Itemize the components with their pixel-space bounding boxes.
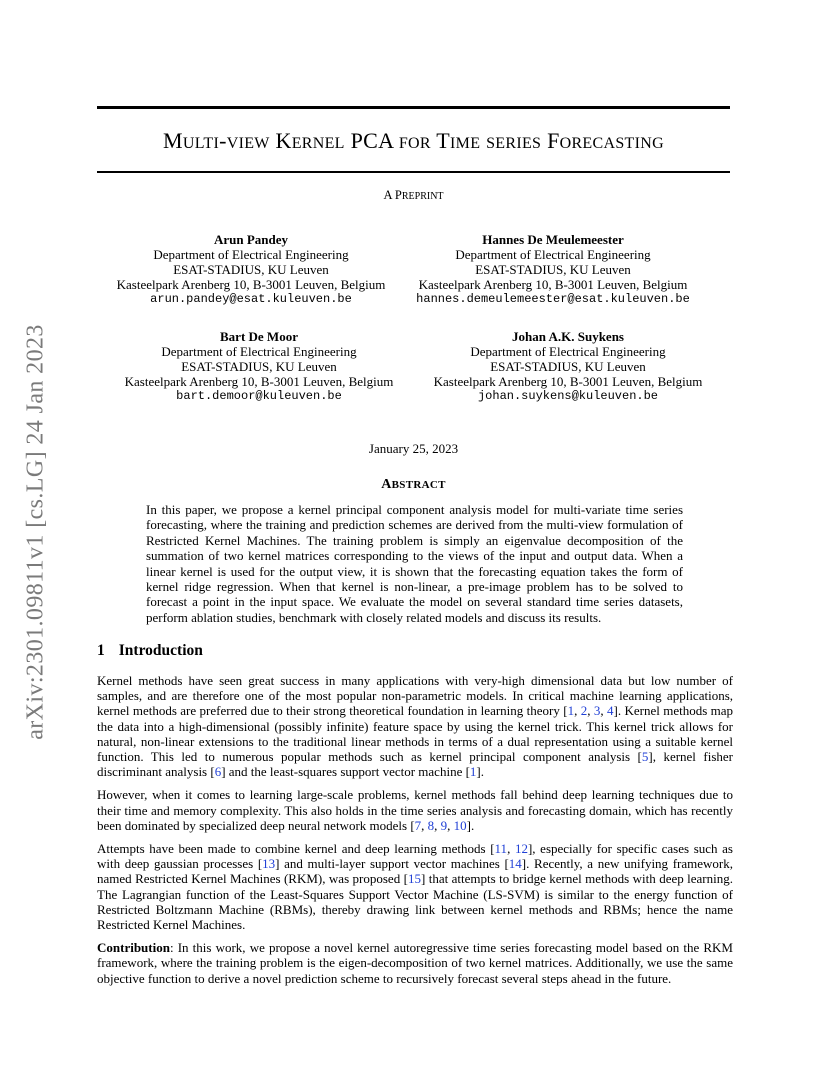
title-bottom-rule bbox=[97, 171, 730, 173]
citation-link[interactable]: 1 bbox=[567, 703, 575, 719]
section-heading bbox=[97, 642, 203, 660]
abstract-heading: ABSTRACT bbox=[381, 477, 446, 492]
section-number: 1 bbox=[97, 642, 105, 659]
author-name: Johan A.K. Suykens bbox=[511, 329, 624, 344]
citation-link[interactable]: 15 bbox=[407, 871, 421, 887]
citation-link[interactable]: 2 bbox=[580, 703, 588, 719]
citation-link[interactable]: 11 bbox=[494, 841, 508, 857]
author-name: Arun Pandey bbox=[213, 232, 289, 247]
preprint-label: A PREPRINT bbox=[383, 188, 444, 202]
citation-link[interactable]: 5 bbox=[641, 749, 649, 765]
author-department: Department of Electrical Engineering bbox=[161, 344, 357, 359]
citation-link[interactable]: 8 bbox=[427, 817, 435, 833]
author-organization: ESAT-STADIUS, KU Leuven bbox=[490, 359, 646, 374]
section-title: Introduction bbox=[118, 642, 203, 659]
citation-link[interactable]: 10 bbox=[453, 817, 467, 833]
title-top-rule bbox=[97, 106, 730, 109]
author-address: Kasteelpark Arenberg 10, B-3001 Leuven, Belgium bbox=[124, 374, 394, 389]
citation-link[interactable]: 13 bbox=[262, 856, 276, 872]
author-block bbox=[117, 232, 386, 307]
paper-title: MULTI-VIEW KERNEL PCA FOR TIME SERIES FORECASTING bbox=[163, 128, 664, 153]
citation-link[interactable]: 14 bbox=[508, 856, 522, 872]
author-email[interactable]: bart.demoor@kuleuven.be bbox=[176, 389, 342, 403]
author-email[interactable]: johan.suykens@kuleuven.be bbox=[477, 389, 659, 403]
citation-link[interactable]: 9 bbox=[440, 817, 448, 833]
author-email[interactable]: arun.pandey@esat.kuleuven.be bbox=[150, 292, 352, 306]
citation-link[interactable]: 3 bbox=[593, 703, 601, 719]
publication-date: January 25, 2023 bbox=[368, 441, 459, 456]
citation-link[interactable]: 12 bbox=[514, 841, 528, 857]
author-organization: ESAT-STADIUS, KU Leuven bbox=[475, 262, 631, 277]
author-name: Bart De Moor bbox=[220, 329, 298, 344]
paragraph: Contribution: In this work, we propose a novel kernel autoregressive time series forecasting model based on the RKM framework, where the training problem is the eigen-decomposition of two kernel matrices. Additionally, we use the same objective function to derive a novel prediction scheme to recursively forecast several steps ahead in the future. bbox=[97, 940, 733, 986]
author-department: Department of Electrical Engineering bbox=[455, 247, 651, 262]
paragraph: However, when it comes to learning large-scale problems, kernel methods fall behind deep learning techniques due to their time and memory complexity. This also holds in the time series analysis and forecasting domain, which has recently been dominated by specialized deep neural network models [7, 8, 9, 10]. bbox=[97, 787, 733, 833]
citation-link[interactable]: 6 bbox=[214, 764, 222, 780]
author-block bbox=[125, 329, 394, 404]
citation-link[interactable]: 4 bbox=[607, 703, 614, 719]
author-department: Department of Electrical Engineering bbox=[153, 247, 349, 262]
author-block bbox=[416, 232, 690, 307]
author-address: Kasteelpark Arenberg 10, B-3001 Leuven, Belgium bbox=[116, 277, 386, 292]
author-organization: ESAT-STADIUS, KU Leuven bbox=[181, 359, 337, 374]
author-block bbox=[434, 329, 703, 404]
author-address: Kasteelpark Arenberg 10, B-3001 Leuven, Belgium bbox=[418, 277, 688, 292]
contribution-label: Contribution bbox=[97, 940, 170, 956]
author-email[interactable]: hannes.demeulemeester@esat.kuleuven.be bbox=[416, 292, 690, 306]
abstract-text: In this paper, we propose a kernel principal component analysis model for multi-variate time series forecasting, where the training and prediction schemes are derived from the multi-view formulation of Restricted Kernel Machines. The training problem is simply an eigenvalue decomposition of the summation of two kernel matrices corresponding to the views of the input and output data. When a linear kernel is used for the output view, it is shown that the forecasting equation takes the form of kernel ridge regression. When that kernel is non-linear, a pre-image problem has to be solved to forecast a point in the input space. We evaluate the model on several standard time series datasets, perform ablation studies, benchmark with closely related models and discuss its results. bbox=[146, 502, 683, 625]
author-organization: ESAT-STADIUS, KU Leuven bbox=[173, 262, 329, 277]
paragraph: Attempts have been made to combine kernel and deep learning methods [11, 12], especially for specific cases such as with deep gaussian processes [13] and multi-layer support vector machines [14]. Recently, a new unifying framework, named Restricted Kernel Machines (RKM), was proposed [15] that attempts to bridge kernel methods with deep learning. The Lagrangian function of the Least-Squares Support Vector Machine (LS-SVM) is similar to the energy function of Restricted Boltzmann Machine (RBMs), thereby drawing link between kernel methods and RBMs; hence the name Restricted Kernel Machines. bbox=[97, 841, 733, 933]
citation-link[interactable]: 7 bbox=[414, 817, 422, 833]
paragraph: Kernel methods have seen great success in many applications with very-high dimensional data but low number of samples, and are therefore one of the most popular non-parametric models. In critical machine learning applications, kernel methods are preferred due to their strong theoretical foundation in learning theory [1, 2, 3, 4]. Kernel methods map the data into a high-dimensional (possibly infinite) feature space by using the kernel trick. This kernel trick allows for natural, non-linear extensions to the traditional linear methods in terms of a dual representation using a suitable kernel function. This led to numerous popular methods such as kernel principal component analysis [5], kernel fisher discriminant analysis [6] and the least-squares support vector machine [1]. bbox=[97, 673, 734, 780]
citation-link[interactable]: 1 bbox=[469, 764, 477, 780]
section-body bbox=[97, 673, 733, 994]
arxiv-stamp: arXiv:2301.09811v1 [cs.LG] 24 Jan 2023 bbox=[22, 324, 49, 740]
author-department: Department of Electrical Engineering bbox=[470, 344, 666, 359]
author-name: Hannes De Meulemeester bbox=[482, 232, 624, 247]
author-address: Kasteelpark Arenberg 10, B-3001 Leuven, Belgium bbox=[433, 374, 703, 389]
